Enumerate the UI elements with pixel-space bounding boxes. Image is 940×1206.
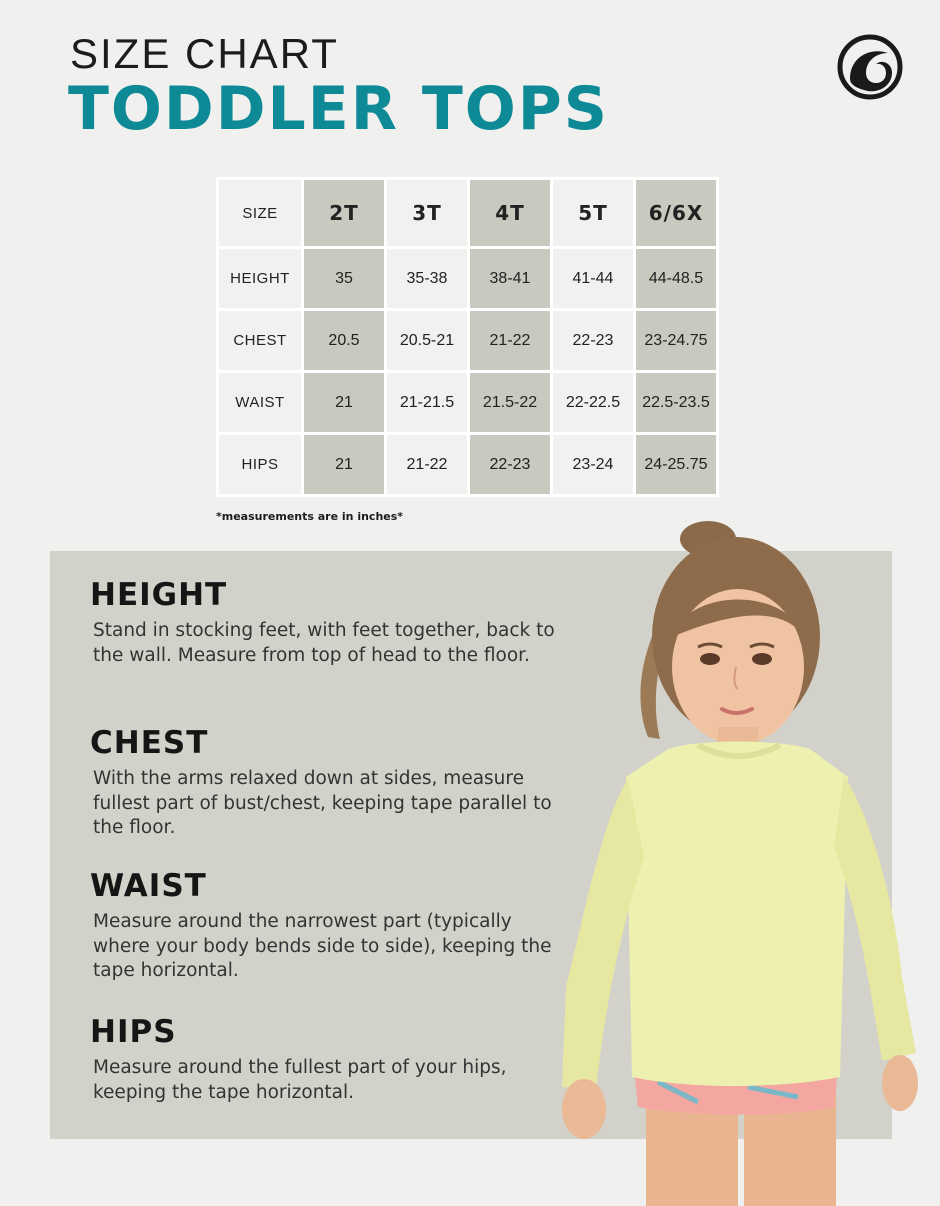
row-label-waist: WAIST [219,373,301,432]
size-label-cell: SIZE [219,180,301,246]
toddler-model-photo [548,517,928,1206]
guide-section-chest [90,725,570,841]
guide-section-height [90,577,570,668]
size-header-2t: 2T [304,180,384,246]
table-row-height [219,249,716,308]
table-cell: 20.5 [304,311,384,370]
row-label-chest: CHEST [219,311,301,370]
measurement-note: *measurements are in inches* [216,510,404,523]
table-cell: 38-41 [470,249,550,308]
size-header-6-6x: 6/6X [636,180,716,246]
table-cell: 23-24 [553,435,633,494]
table-cell: 20.5-21 [387,311,467,370]
table-cell: 21-22 [470,311,550,370]
table-cell: 35-38 [387,249,467,308]
guide-text-waist: Measure around the narrowest part (typically where your body bends side to side), keeping the tape horizontal. [93,911,552,981]
guide-text-hips: Measure around the fullest part of your hips, keeping the tape horizontal. [93,1057,507,1103]
table-cell: 21 [304,373,384,432]
title-toddler-tops: TODDLER TOPS [68,74,609,144]
table-row-waist [219,373,716,432]
row-label-hips: HIPS [219,435,301,494]
table-cell: 35 [304,249,384,308]
table-cell: 21-21.5 [387,373,467,432]
size-header-3t: 3T [387,180,467,246]
guide-section-hips [90,1014,570,1105]
table-cell: 24-25.75 [636,435,716,494]
wave-logo-icon [836,33,904,101]
table-cell: 44-48.5 [636,249,716,308]
table-row-hips [219,435,716,494]
guide-title-height: HEIGHT [90,577,228,613]
table-cell: 41-44 [553,249,633,308]
table-cell: 22-23 [553,311,633,370]
guide-title-hips: HIPS [90,1014,177,1050]
table-header-row [219,180,716,246]
guide-title-chest: CHEST [90,725,209,761]
table-cell: 22-23 [470,435,550,494]
table-row-chest [219,311,716,370]
table-cell: 21.5-22 [470,373,550,432]
size-header-5t: 5T [553,180,633,246]
title-size-chart: SIZE CHART [70,30,339,77]
table-cell: 22.5-23.5 [636,373,716,432]
guide-section-waist [90,868,570,984]
guide-title-waist: WAIST [90,868,207,904]
guide-text-chest: With the arms relaxed down at sides, measure fullest part of bust/chest, keeping tape parallel to the floor. [93,768,552,838]
table-cell: 21-22 [387,435,467,494]
row-label-height: HEIGHT [219,249,301,308]
table-cell: 21 [304,435,384,494]
size-header-4t: 4T [470,180,550,246]
size-table [216,177,719,497]
table-cell: 23-24.75 [636,311,716,370]
guide-text-height: Stand in stocking feet, with feet together, back to the wall. Measure from top of head to the floor. [93,620,555,666]
table-cell: 22-22.5 [553,373,633,432]
